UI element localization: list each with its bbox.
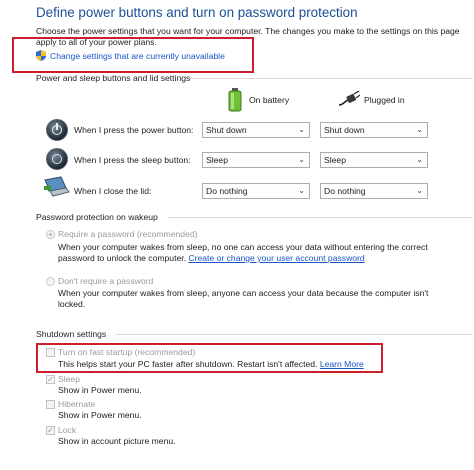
- chevron-down-icon: ⌄: [298, 125, 305, 134]
- require-password-radio[interactable]: [46, 230, 55, 239]
- sleep-option-label: Sleep: [58, 374, 80, 384]
- close-lid-plugged-select[interactable]: [320, 183, 428, 199]
- no-password-radio[interactable]: [46, 277, 55, 286]
- lock-option-label: Lock: [58, 425, 77, 435]
- power-button-icon: [46, 119, 68, 141]
- plug-icon: [338, 91, 360, 107]
- section-divider: [168, 217, 472, 218]
- power-button-label: When I press the power button:: [74, 125, 194, 135]
- require-password-desc: When your computer wakes from sleep, no one can access your data without entering the correct: [58, 242, 428, 252]
- uac-shield-icon: [36, 50, 46, 61]
- change-settings-link[interactable]: Change settings that are currently unavailable: [50, 51, 225, 61]
- sleep-option-desc: Show in Power menu.: [58, 385, 142, 395]
- select-value: Do nothing: [206, 186, 248, 196]
- on-battery-column-label: On battery: [249, 95, 290, 105]
- create-password-link[interactable]: Create or change your user account password: [188, 253, 365, 263]
- fast-startup-desc: This helps start your PC faster after shutdown. Restart isn't affected.: [58, 359, 318, 369]
- chevron-down-icon: ⌄: [298, 186, 305, 195]
- no-password-desc-line2: locked.: [58, 299, 86, 309]
- require-password-desc-line2: [58, 253, 365, 264]
- fast-startup-checkbox[interactable]: [46, 348, 55, 357]
- select-value: Sleep: [206, 155, 228, 165]
- learn-more-link[interactable]: Learn More: [319, 359, 364, 369]
- shutdown-section-heading: Shutdown settings: [36, 329, 107, 339]
- sleep-button-icon: [46, 148, 68, 170]
- sleep-checkbox[interactable]: ✓: [47, 375, 54, 384]
- hibernate-option-label: Hibernate: [58, 399, 96, 409]
- chevron-down-icon: ⌄: [416, 125, 423, 134]
- section-divider: [116, 334, 472, 335]
- battery-icon: [228, 88, 242, 112]
- hibernate-option-desc: Show in Power menu.: [58, 410, 142, 420]
- select-value: Shut down: [206, 125, 247, 135]
- lock-option-desc: Show in account picture menu.: [58, 436, 176, 446]
- laptop-lid-icon: [42, 176, 70, 198]
- require-password-desc-tail: password to unlock the computer.: [58, 253, 187, 263]
- select-value: Do nothing: [324, 186, 366, 196]
- chevron-down-icon: ⌄: [416, 186, 423, 195]
- sleep-button-plugged-select[interactable]: [320, 152, 428, 168]
- close-lid-battery-select[interactable]: [202, 183, 310, 199]
- chevron-down-icon: ⌄: [298, 155, 305, 164]
- page-title: Define power buttons and turn on password protection: [36, 5, 358, 20]
- plugged-in-column-label: Plugged in: [364, 95, 405, 105]
- fast-startup-desc-line: [58, 359, 364, 370]
- section-divider: [190, 78, 472, 79]
- chevron-down-icon: ⌄: [416, 155, 423, 164]
- sleep-button-battery-select[interactable]: [202, 152, 310, 168]
- select-value: Shut down: [324, 125, 365, 135]
- password-section-heading: Password protection on wakeup: [36, 212, 158, 222]
- no-password-label: Don't require a password: [58, 276, 154, 286]
- require-password-label: Require a password (recommended): [58, 229, 198, 239]
- close-lid-label: When I close the lid:: [74, 186, 152, 196]
- power-section-heading: Power and sleep buttons and lid settings: [36, 73, 191, 83]
- power-button-plugged-select[interactable]: [320, 122, 428, 138]
- fast-startup-label: Turn on fast startup (recommended): [58, 347, 196, 357]
- lock-checkbox[interactable]: ✓: [47, 426, 54, 435]
- sleep-button-label: When I press the sleep button:: [74, 155, 191, 165]
- hibernate-checkbox[interactable]: [46, 400, 55, 409]
- page-intro: Choose the power settings that you want for your computer. The changes you make to the settings on this page apply to all of your power plans.: [36, 26, 460, 47]
- power-button-battery-select[interactable]: [202, 122, 310, 138]
- no-password-desc: When your computer wakes from sleep, anyone can access your data because the computer isn't: [58, 288, 429, 298]
- select-value: Sleep: [324, 155, 346, 165]
